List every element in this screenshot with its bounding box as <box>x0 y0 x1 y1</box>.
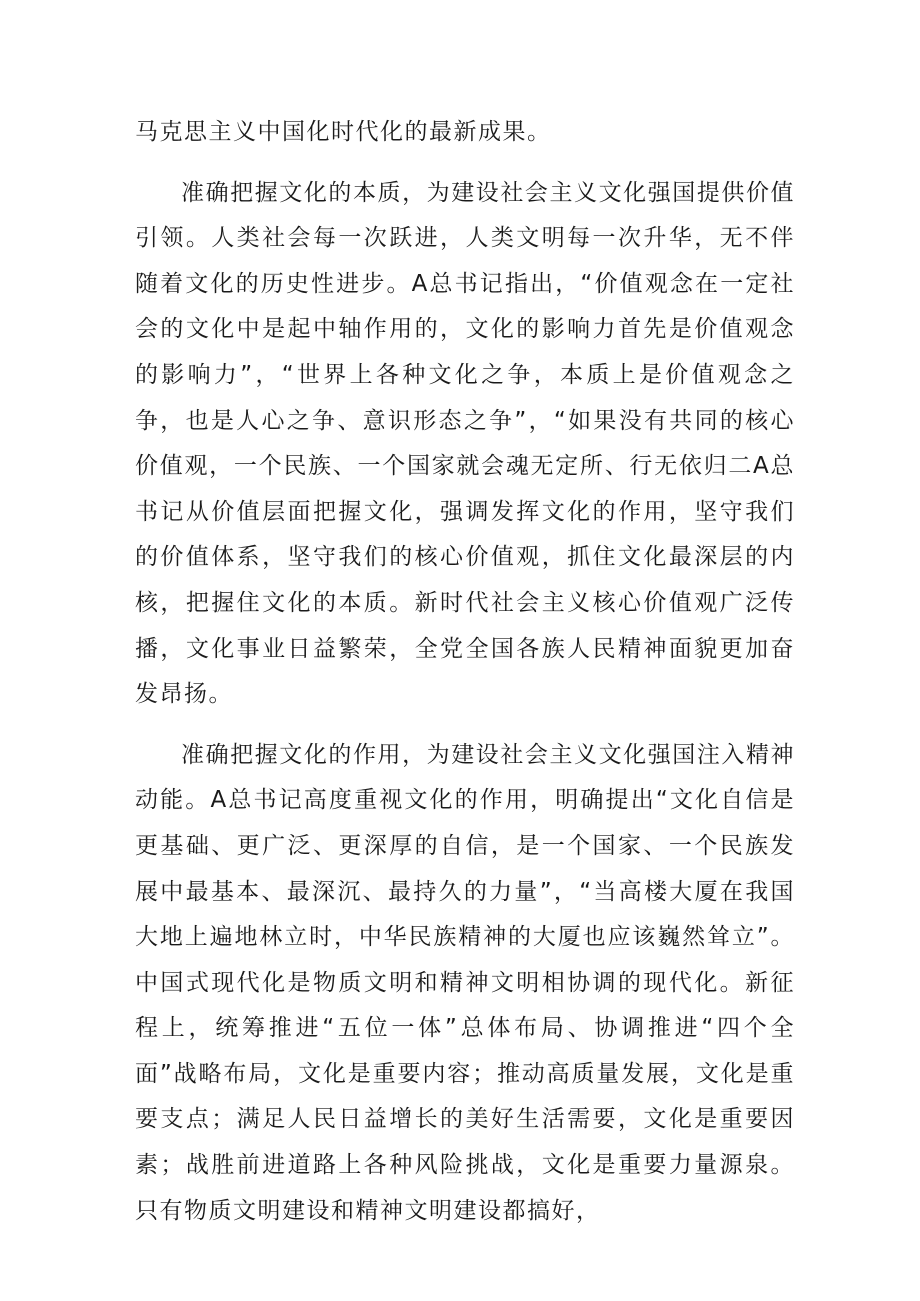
paragraph-cultural-role: 准确把握文化的作用，为建设社会主义文化强国注入精神动能。A总书记高度重视文化的作用，明确提出“文化自信是更基础、更广泛、更深厚的自信，是一个国家、一个民族发展中最基本、最深沉、最持久的力量”，“当高楼大厦在我国大地上遍地林立时，中华民族精神的大厦也应该巍然耸立”。中国式现代化是物质文明和精神文明相协调的现代化。新征程上，统筹推进“五位一体”总体布局、协调推进“四个全面”战略布局，文化是重要内容；推动高质量发展，文化是重要支点；满足人民日益增长的美好生活需要，文化是重要因素；战胜前进道路上各种风险挑战，文化是重要力量源泉。只有物质文明建设和精神文明建设都搞好， <box>135 741 795 1224</box>
paragraph-continuation: 马克思主义中国化时代化的最新成果。 <box>135 119 552 145</box>
paragraph-cultural-essence: 准确把握文化的本质，为建设社会主义文化强国提供价值引领。人类社会每一次跃进，人类文明每一次升华，无不伴随着文化的历史性进步。A总书记指出，“价值观念在一定社会的文化中是起中轴作用的，文化的影响力首先是价值观念的影响力”，“世界上各种文化之争，本质上是价值观念之争，也是人心之争、意识形态之争”，“如果没有共同的核心价值观，一个民族、一个国家就会魂无定所、行无依归二A总书记从价值层面把握文化，强调发挥文化的作用，坚守我们的价值体系，坚守我们的核心价值观，抓住文化最深层的内核，把握住文化的本质。新时代社会主义核心价值观广泛传播，文化事业日益繁荣，全党全国各族人民精神面貌更加奋发昂扬。 <box>135 179 795 708</box>
document-body <box>135 110 795 1234</box>
